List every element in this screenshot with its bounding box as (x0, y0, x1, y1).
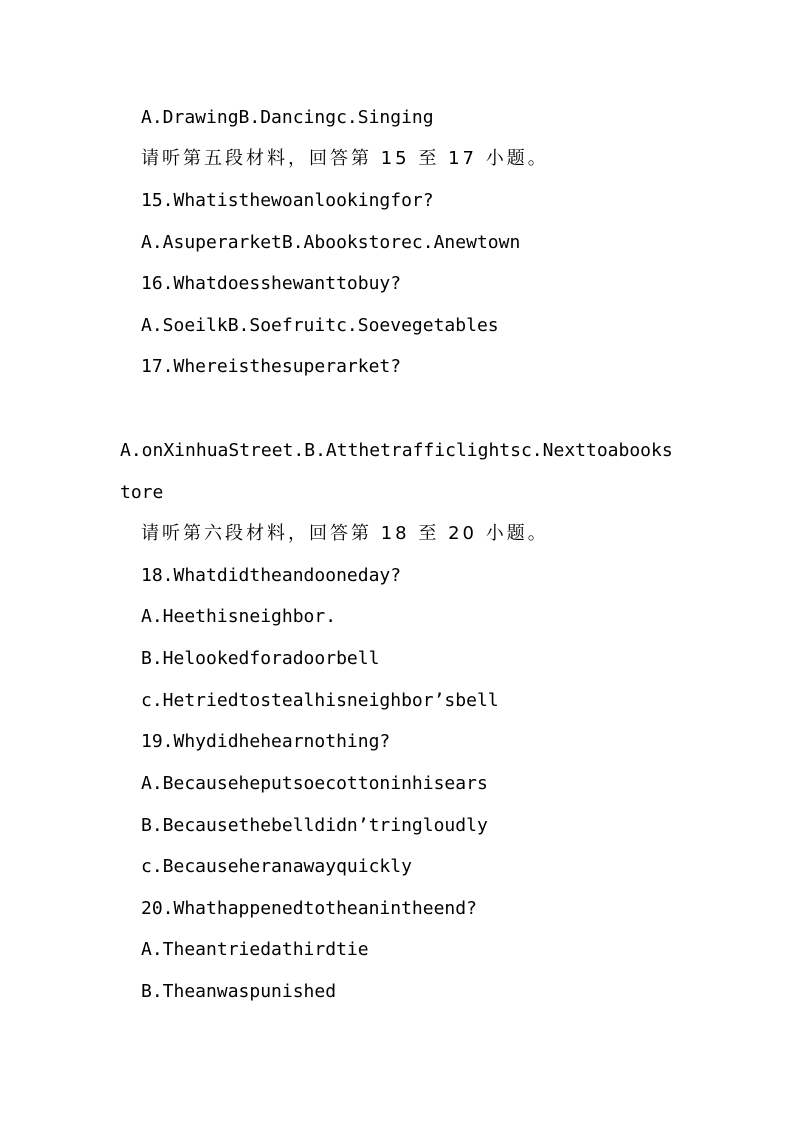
options-15: A.AsuperarketB.Abookstorec.Anewtown (141, 232, 521, 253)
option-20-b: B.Theanwaspunished (141, 981, 337, 1002)
question-17: 17.Whereisthesuperarket? (141, 356, 402, 377)
section-instruction-5: 请听第五段材料，回答第 15 至 17 小题。 (141, 148, 549, 169)
question-16: 16.Whatdoesshewanttobuy? (141, 273, 402, 294)
options-17-part-1: A.onXinhuaStreet.B.Atthetrafficlightsc.Nexttoabooks (120, 440, 673, 461)
option-18-b: B.Helookedforadoorbell (141, 648, 380, 669)
option-18-c: c.Hetriedtostealhisneighbor’sbell (141, 690, 499, 711)
options-16: A.SoeilkB.Soefruitc.Soevegetables (141, 315, 499, 336)
option-line-14: A.DrawingB.Dancingc.Singing (141, 107, 434, 128)
option-19-b: B.Becausethebelldidn’tringloudly (141, 815, 488, 836)
option-19-c: c.Becauseheranawayquickly (141, 856, 412, 877)
option-20-a: A.Theantriedathirdtie (141, 939, 369, 960)
section-instruction-6: 请听第六段材料，回答第 18 至 20 小题。 (141, 523, 549, 544)
question-15: 15.Whatisthewoanlookingfor? (141, 190, 434, 211)
option-18-a: A.Heethisneighbor. (141, 606, 337, 627)
question-19: 19.Whydidhehearnothing? (141, 731, 391, 752)
question-18: 18.Whatdidtheandooneday? (141, 565, 402, 586)
option-19-a: A.Becauseheputsoecottoninhisears (141, 773, 488, 794)
options-17-part-2: tore (120, 482, 164, 503)
question-20: 20.Whathappenedtotheanintheend? (141, 898, 477, 919)
